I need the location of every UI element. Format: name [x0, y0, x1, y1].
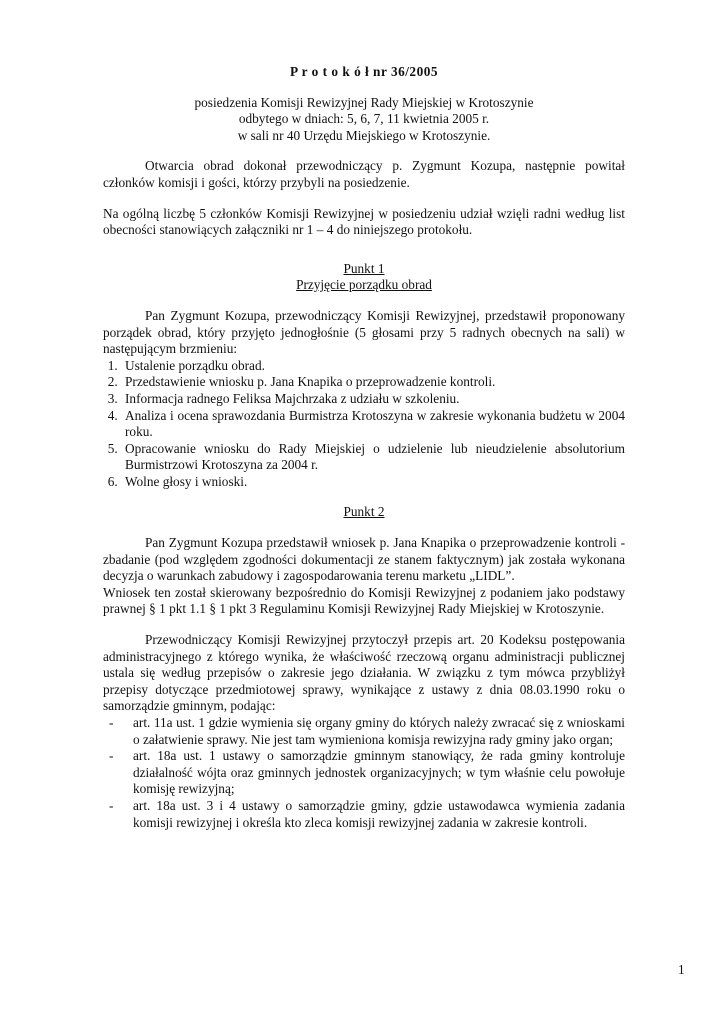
- punkt1-subheading-text: Przyjęcie porządku obrad: [296, 277, 432, 293]
- agenda-item: 3. Informacja radnego Feliksa Majchrzaka z udziału w szkoleniu.: [121, 391, 625, 408]
- subtitle-line-3: w sali nr 40 Urzędu Miejskiego w Krotoszynie.: [237, 127, 491, 143]
- agenda-item: 5. Opracowanie wniosku do Rady Miejskiej o udzielenie lub nieudzielenie absolutorium Burmistrzowi Krotoszyna za 2004 r.: [121, 441, 625, 474]
- list-item: [103, 715, 625, 748]
- protocol-title: P r o t o k ó ł nr 36/2005: [289, 64, 439, 79]
- list-item: [103, 798, 625, 831]
- punkt2-paragraph-3: Przewodniczący Komisji Rewizyjnej przytoczył przepis art. 20 Kodeksu postępowania administracyjnego z którego wynika, że właściwość rzeczową organu administracji publicznej ustala się według przepisów o zakresie jego działania. W związku z tym mówca przybliżył przepisy dotyczące przedmiotowej sprawy, wynikające z ustawy z dnia 08.03.1990 roku o samorządzie gminnym, podając:: [103, 632, 625, 714]
- page-number: 1: [678, 962, 685, 977]
- punkt1-heading-text: Punkt 1: [343, 260, 385, 276]
- agenda-item: 6. Wolne głosy i wnioski.: [121, 474, 625, 491]
- intro-paragraph-2: Na ogólną liczbę 5 członków Komisji Rewizyjnej w posiedzeniu udział wzięli radni według list obecności stanowiących załączniki nr 1 – 4 do niniejszego protokołu.: [103, 205, 625, 238]
- legal-provisions-list: [103, 715, 625, 831]
- punkt2-paragraph-2: Wniosek ten został skierowany bezpośrednio do Komisji Rewizyjnej z podaniem jako podstawy prawnej § 1 pkt 1.1 § 1 pkt 3 Regulaminu Komisji Rewizyjnej Rady Miejskiej w Krotoszynie.: [103, 584, 625, 617]
- list-item-text: art. 18a ust. 3 i 4 ustawy o samorządzie gminy, gdzie ustawodawca wymienia zadania komisji rewizyjnej i określa kto zleca komisji rewizyjnej zadania w zakresie kontroli.: [133, 797, 625, 830]
- intro-paragraph-1: Otwarcia obrad dokonał przewodniczący p. Zygmunt Kozupa, następnie powitał członków komisji i gości, którzy przybyli na posiedzenie.: [103, 158, 625, 190]
- agenda-item: 4. Analiza i ocena sprawozdania Burmistrza Krotoszyna w zakresie wykonania budżetu w 2004 roku.: [121, 408, 625, 441]
- dash-bullet: -: [109, 797, 114, 813]
- list-item: [103, 748, 625, 798]
- punkt1-heading: [103, 261, 625, 278]
- punkt2-heading: [103, 504, 625, 521]
- punkt1-subheading: [103, 277, 625, 294]
- punkt2-paragraph-1: Pan Zygmunt Kozupa przedstawił wniosek p. Jana Knapika o przeprowadzenie kontroli - zbadanie (pod względem zgodności dokumentacji ze stanem faktycznym) jak została wykonana decyzja o warunkach zabudowy i zagospodarowania terenu marketu „LIDL”.: [103, 535, 625, 584]
- punkt1-paragraph: Pan Zygmunt Kozupa, przewodniczący Komisji Rewizyjnej, przedstawił proponowany porządek obrad, który przyjęto jednogłośnie (5 głosami przy 5 radnych obecnych na sali) w następującym brzmieniu:: [103, 307, 625, 357]
- agenda-item: 1. Ustalenie porządku obrad.: [121, 358, 625, 375]
- document-page: [103, 64, 625, 831]
- list-item-text: art. 11a ust. 1 gdzie wymienia się organy gminy do których należy zwracać się z wnioskami o załatwienie sprawy. Nie jest tam wymieniona komisja rewizyjna rady gminy jako organ;: [133, 715, 625, 747]
- list-item-text: art. 18a ust. 1 ustawy o samorządzie gminnym stanowiący, że rada gminy kontroluje działalność wójta oraz gminnych jednostek organizacyjnych; w tym właśnie celu powołuje komisję rewizyjną;: [133, 748, 625, 797]
- subtitle-line-1: posiedzenia Komisji Rewizyjnej Rady Miejskiej w Krotoszynie: [194, 94, 534, 110]
- punkt2-heading-text: Punkt 2: [343, 504, 385, 520]
- agenda-item: 2. Przedstawienie wniosku p. Jana Knapika o przeprowadzenie kontroli.: [121, 374, 625, 391]
- subtitle-line-2: odbytego w dniach: 5, 6, 7, 11 kwietnia 2005 r.: [238, 111, 490, 127]
- agenda-list: [103, 358, 625, 491]
- dash-bullet: -: [109, 748, 114, 764]
- dash-bullet: -: [109, 715, 114, 730]
